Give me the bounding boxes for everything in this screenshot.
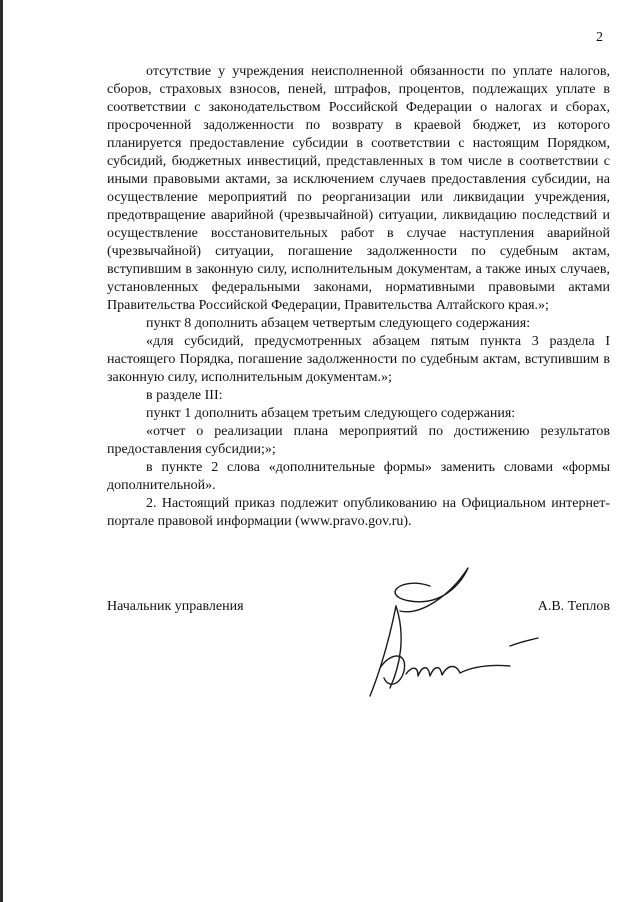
paragraph-item-2-change: в пункте 2 слова «дополнительные формы» заменить словами «формы дополнительной».	[107, 460, 610, 493]
signatory-position: Начальник управления	[107, 599, 244, 614]
paragraph-item-8-quote: «для субсидий, предусмотренных абзацем пятым пункта 3 раздела I настоящего Порядка, погашение задолженности по судебным актам, вступившим в законную силу, исполнительным документам.»;	[107, 334, 610, 385]
paragraph-requirement-continuation: отсутствие у учреждения неисполненной обязанности по уплате налогов, сборов, страховых взносов, пеней, штрафов, процентов, подлежащих уплате в соответствии с законодательством Российской Федерации о налогах и сборах, просроченной задолженности по возврату в краевой бюджет, из которого планируется предоставление субсидии в соответствии с настоящим Порядком, субсидий, бюджетных инвестиций, представленных в том числе в соответствии с иными правовыми актами, за исключением случаев предоставления субсидии, на осуществление мероприятий по реорганизации или ликвидации учреждения, предотвращение аварийной (чрезвычайной) ситуации, ликвидацию последствий и осуществление восстановительных работ в случае наступления аварийной (чрезвычайной) ситуации, погашение задолженности по судебным актам, вступившим в законную силу, исполнительным документам, а также иных случаев, установленных федеральными законами, нормативными правовыми актами Правительства Российской Федерации, Правительства Алтайского края.»;	[107, 64, 610, 313]
scan-left-edge	[0, 0, 3, 902]
paragraph-item-1-quote: «отчет о реализации плана мероприятий по достижению результатов предоставления субсидии;»;	[107, 424, 610, 457]
paragraph-section-3: в разделе III:	[146, 388, 223, 403]
handwritten-signature	[360, 556, 560, 706]
paragraph-item-8-intro: пункт 8 дополнить абзацем четвертым следующего содержания:	[146, 316, 531, 331]
paragraph-item-1-intro: пункт 1 дополнить абзацем третьим следующего содержания:	[146, 406, 516, 421]
signatory-name: А.В. Теплов	[537, 599, 610, 614]
paragraph-publication: 2. Настоящий приказ подлежит опубликованию на Официальном интернет-портале правовой информации (www.pravo.gov.ru).	[107, 496, 610, 529]
document-body	[107, 63, 610, 531]
page-number: 2	[596, 30, 603, 45]
